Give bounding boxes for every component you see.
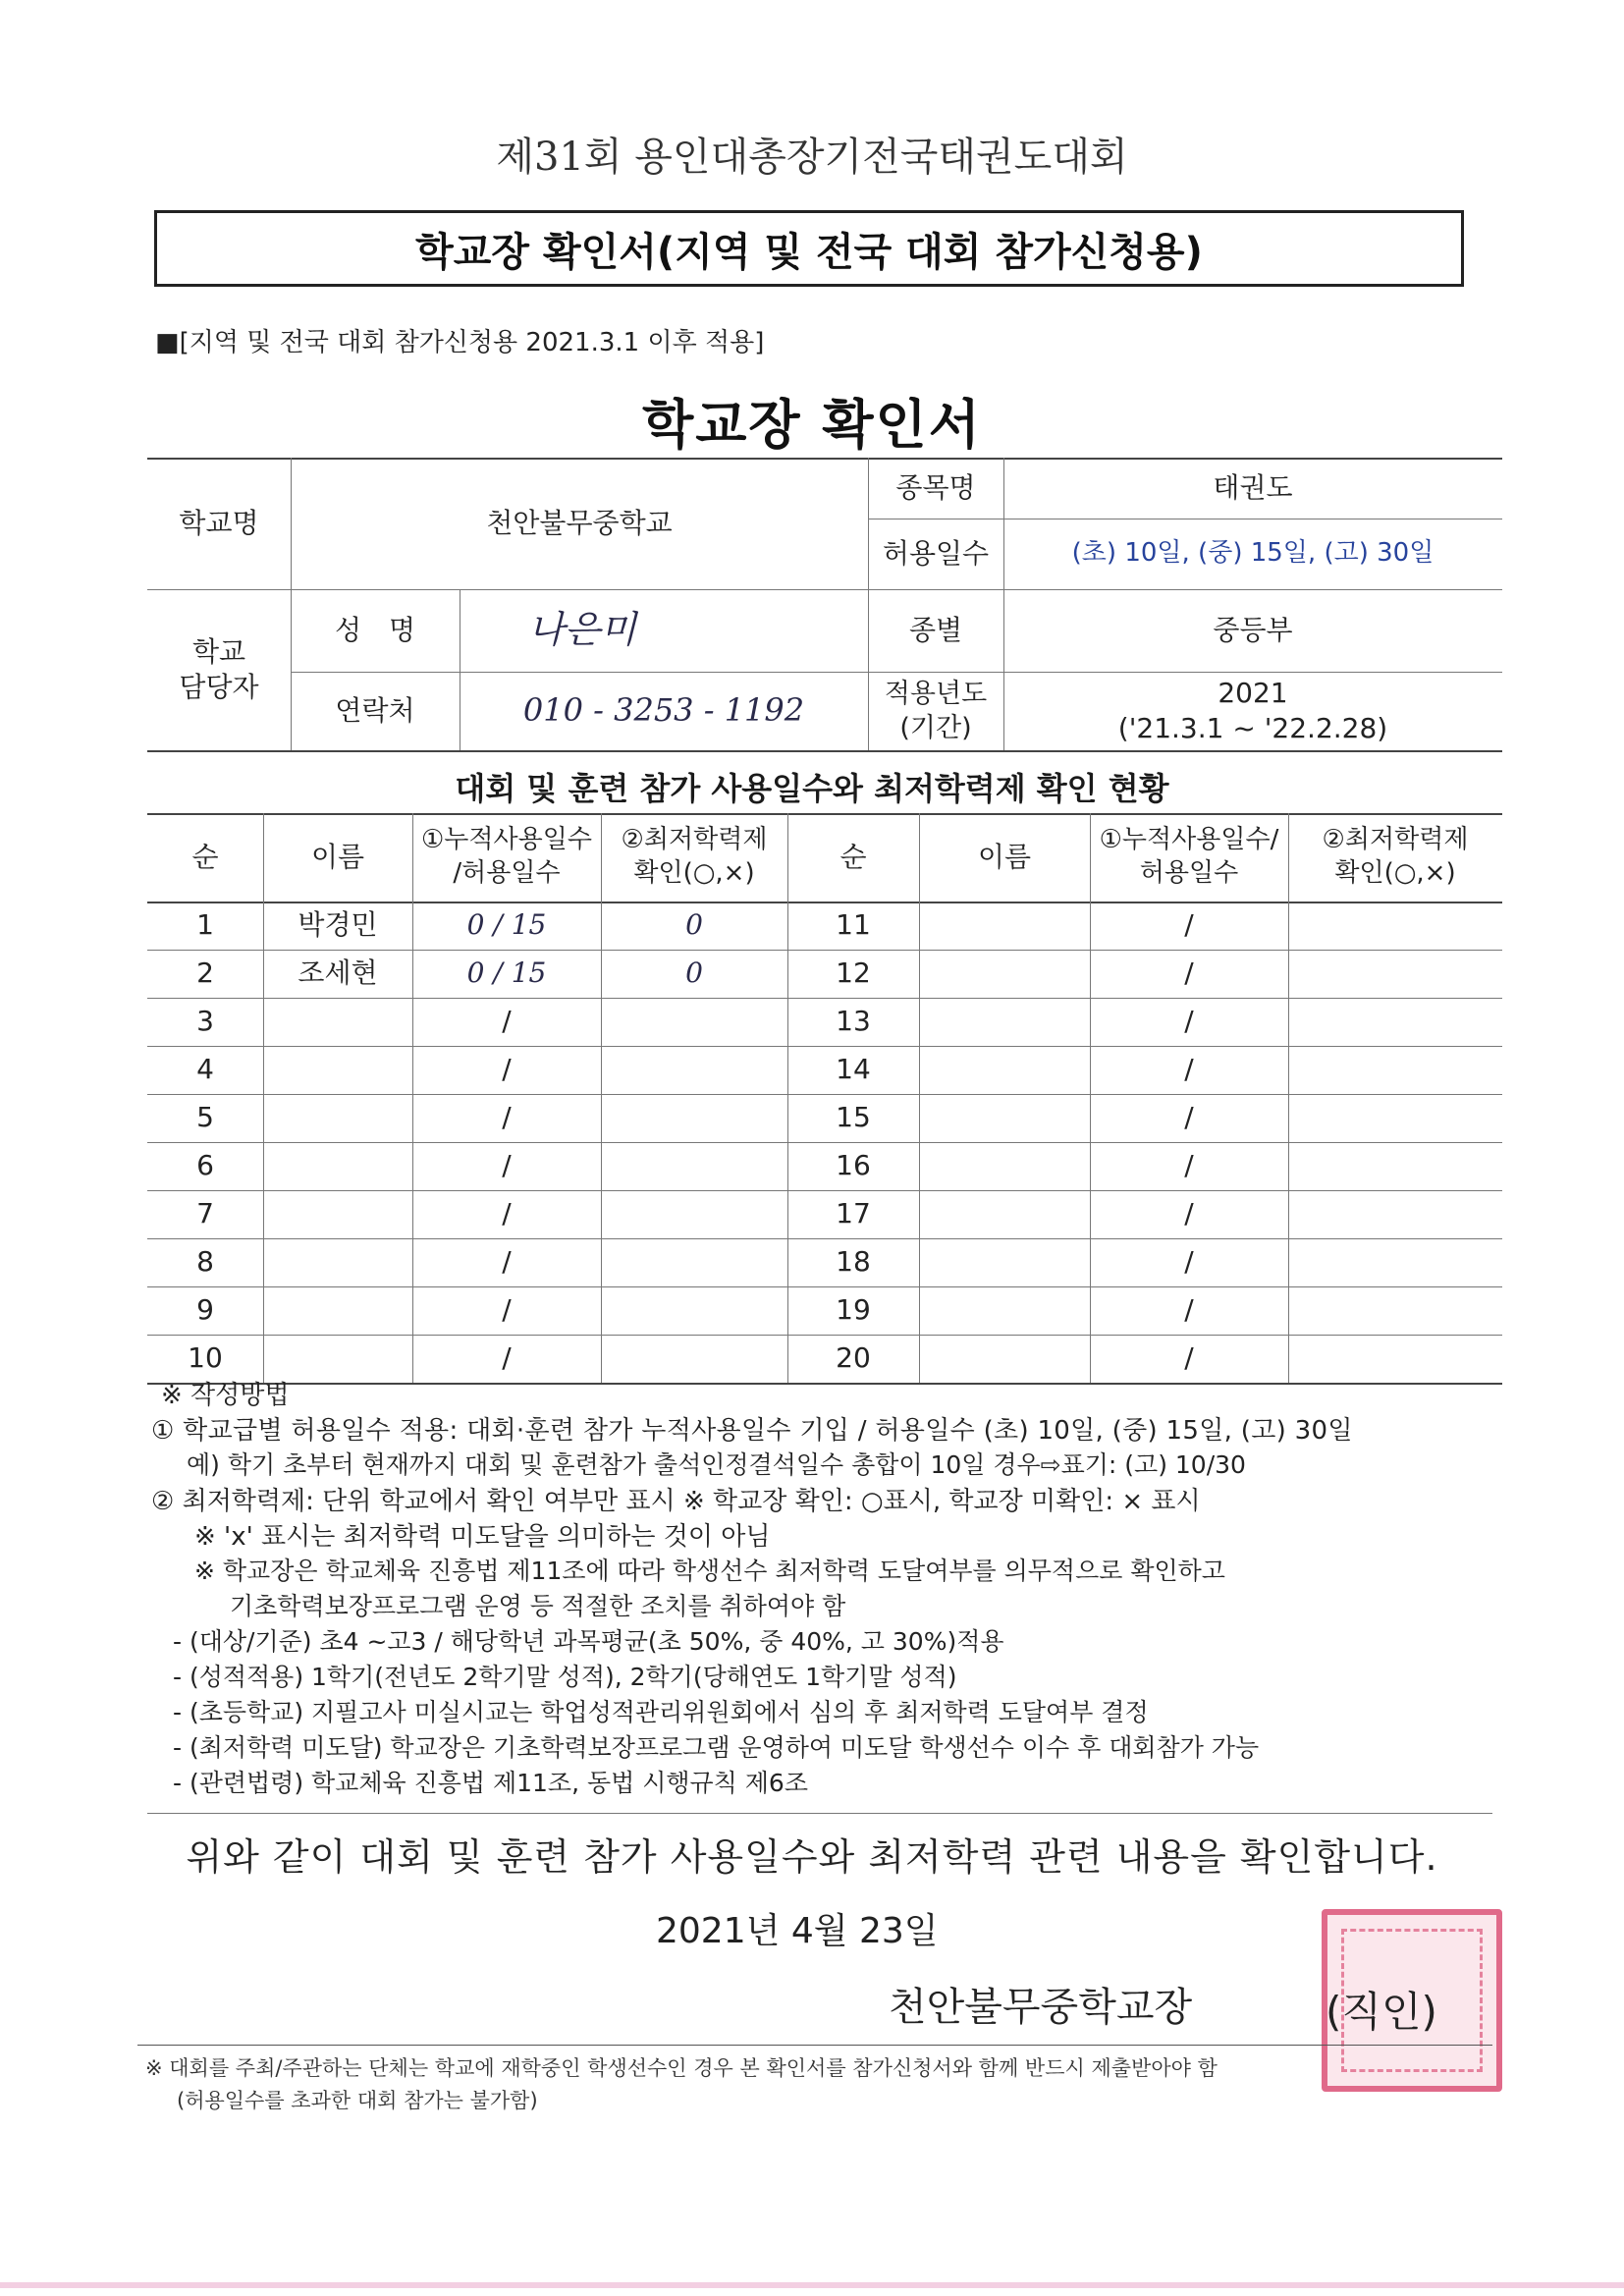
year-label: 적용년도 (기간) — [884, 678, 988, 743]
table-cell-academic — [601, 1190, 787, 1238]
header-no-right: 순 — [839, 840, 867, 873]
header-name-right: 이름 — [977, 840, 1032, 873]
table-cell-days: / — [1184, 1005, 1194, 1038]
note-item: - (초등학교) 지필고사 미실시교는 학업성적관리위원회에서 심의 후 최저학력 도달여부 결정 — [173, 1698, 1149, 1726]
table-cell-name — [263, 1286, 412, 1335]
table-cell-days: / — [1184, 908, 1194, 942]
table-cell-name — [263, 1190, 412, 1238]
school-name-value: 천안불무중학교 — [486, 506, 673, 539]
table-cell-no: 2 — [196, 957, 214, 990]
school-name-label: 학교명 — [179, 506, 259, 539]
table-cell-academic — [1288, 998, 1502, 1046]
table-cell-days: / — [1184, 1149, 1194, 1182]
note-item: - (성적적용) 1학기(전년도 2학기말 성적), 2학기(당해연도 1학기말 성적) — [173, 1663, 957, 1691]
table-cell-days: / — [502, 1197, 512, 1230]
table-cell-no: 12 — [836, 957, 871, 990]
footer-divider — [137, 2045, 1492, 2046]
table-cell-academic: 0 — [685, 957, 703, 990]
table-cell-no: 6 — [196, 1149, 214, 1182]
table-cell-no: 9 — [196, 1293, 214, 1327]
document-title: 학교장 확인서(지역 및 전국 대회 참가신청용) — [154, 210, 1464, 287]
table-cell-academic — [1288, 1286, 1502, 1335]
table-cell-name — [263, 1238, 412, 1286]
table-cell-academic — [1288, 1094, 1502, 1142]
table-cell-name — [263, 1046, 412, 1094]
table-cell-name — [919, 1238, 1090, 1286]
table-cell-academic — [601, 1094, 787, 1142]
manager-label: 학교 담당자 — [179, 634, 259, 703]
note-item: ※ 학교장은 학교체육 진흥법 제11조에 따라 학생선수 최저학력 도달여부를 의무적으로 확인하고 — [194, 1557, 1225, 1585]
division-label: 종별 — [908, 613, 963, 646]
table-cell-academic — [601, 998, 787, 1046]
table-cell-academic — [1288, 1142, 1502, 1190]
table-cell-days: 0 / 15 — [466, 908, 547, 942]
table-cell-no: 13 — [836, 1005, 871, 1038]
event-value: 태권도 — [1213, 470, 1293, 504]
table-cell-days: / — [1184, 1293, 1194, 1327]
table-cell-days: / — [502, 1005, 512, 1038]
table-cell-days: / — [502, 1149, 512, 1182]
table-cell-academic — [601, 1238, 787, 1286]
table-cell-no: 11 — [836, 908, 871, 942]
note-item: - (최저학력 미도달) 학교장은 기초학력보장프로그램 운영하여 미도달 학생선수 이수 후 대회참가 가능 — [173, 1733, 1260, 1762]
division-value: 중등부 — [1213, 613, 1293, 646]
note-heading: ※ 작성방법 — [161, 1381, 290, 1410]
header-academic: ②최저학력제 확인(○,×) — [621, 825, 768, 888]
table-cell-no: 17 — [836, 1197, 871, 1230]
table-cell-no: 3 — [196, 1005, 214, 1038]
event-title: 제31회 용인대총장기전국태권도대회 — [496, 135, 1128, 180]
header-days-right: ①누적사용일수/ 허용일수 — [1099, 825, 1279, 888]
table-cell-name — [263, 1142, 412, 1190]
table-cell-academic — [601, 1046, 787, 1094]
note-item: ① 학교급별 허용일수 적용: 대회·훈련 참가 누적사용일수 기입 / 허용일수 (초) 10일, (중) 15일, (고) 30일 — [151, 1416, 1353, 1446]
table-cell-no: 4 — [196, 1053, 214, 1086]
table-cell-no: 18 — [836, 1245, 871, 1279]
principal-name: 천안불무중학교장 — [889, 1985, 1193, 2030]
table-cell-academic — [1288, 1046, 1502, 1094]
allowed-days-value: (초) 10일, (중) 15일, (고) 30일 — [1071, 538, 1435, 569]
table-cell-days: 0 / 15 — [466, 957, 547, 990]
table-cell-no: 16 — [836, 1149, 871, 1182]
name-label: 성 명 — [334, 613, 416, 646]
table-cell-name: 박경민 — [298, 908, 378, 942]
row-divider — [147, 1383, 1502, 1385]
table-cell-days: / — [502, 1053, 512, 1086]
footer-note — [145, 2052, 1218, 2116]
event-label: 종목명 — [895, 470, 976, 504]
table-cell-no: 19 — [836, 1293, 871, 1327]
table-cell-name — [919, 950, 1090, 998]
table-cell-name — [919, 1094, 1090, 1142]
table-cell-academic — [1288, 950, 1502, 998]
table-cell-academic — [601, 1142, 787, 1190]
header-days: ①누적사용일수 /허용일수 — [420, 825, 592, 888]
contact-label: 연락처 — [335, 693, 415, 727]
table-cell-no: 7 — [196, 1197, 214, 1230]
note-item: ※ 'x' 표시는 최저학력 미도달을 의미하는 것이 아님 — [194, 1522, 771, 1552]
table-cell-name: 조세현 — [298, 957, 378, 990]
table-cell-academic — [601, 1335, 787, 1383]
table-cell-no: 20 — [836, 1341, 871, 1375]
header-no: 순 — [191, 840, 219, 873]
table-cell-days: / — [1184, 1197, 1194, 1230]
manager-name-handwritten: 나은미 — [528, 608, 637, 652]
table-cell-no: 5 — [196, 1101, 214, 1134]
note-item: 예) 학기 초부터 현재까지 대회 및 훈련참가 출석인정결석일수 총합이 10일 경우⇨표기: (고) 10/30 — [187, 1450, 1246, 1479]
table-cell-days: / — [502, 1101, 512, 1134]
allowed-days-label: 허용일수 — [882, 536, 990, 570]
table-cell-days: / — [1184, 1053, 1194, 1086]
table-cell-academic: 0 — [685, 908, 703, 942]
date: 2021년 4월 23일 — [656, 1911, 939, 1951]
table-cell-name — [263, 1094, 412, 1142]
table-cell-academic — [1288, 1190, 1502, 1238]
table-cell-academic — [1288, 902, 1502, 950]
table-cell-days: / — [502, 1293, 512, 1327]
page-edge — [0, 2282, 1624, 2288]
footer-note-line-1: ※ 대회를 주최/주관하는 단체는 학교에 재학중인 학생선수인 경우 본 확인서를 참가신청서와 함께 반드시 제출받아야 함 — [145, 2056, 1218, 2080]
table-cell-academic — [601, 1286, 787, 1335]
table-cell-no: 10 — [188, 1341, 223, 1375]
contact-handwritten: 010 - 3253 - 1192 — [522, 691, 805, 730]
table-cell-no: 8 — [196, 1245, 214, 1279]
note-item: - (관련법령) 학교체육 진흥법 제11조, 동법 시행규칙 제6조 — [173, 1769, 808, 1797]
table-cell-days: / — [1184, 957, 1194, 990]
period-value: ('21.3.1 ~ '22.2.28) — [1117, 712, 1388, 744]
table-cell-no: 14 — [836, 1053, 871, 1086]
note-item: ② 최저학력제: 단위 학교에서 확인 여부만 표시 ※ 학교장 확인: ○표시, 학교장 미확인: × 표시 — [151, 1487, 1201, 1516]
year-value: 2021 — [1218, 676, 1288, 709]
table-cell-name — [919, 998, 1090, 1046]
table-cell-days: / — [1184, 1341, 1194, 1375]
table-cell-days: / — [502, 1245, 512, 1279]
table-cell-days: / — [1184, 1245, 1194, 1279]
seal-label: (직인) — [1326, 1988, 1437, 2036]
header-academic-right: ②최저학력제 확인(○,×) — [1322, 825, 1469, 888]
table-cell-days: / — [502, 1341, 512, 1375]
table-cell-days: / — [1184, 1101, 1194, 1134]
confirmation-statement: 위와 같이 대회 및 훈련 참가 사용일수와 최저학력 관련 내용을 확인합니다. — [186, 1835, 1438, 1879]
note-item: 기초학력보장프로그램 운영 등 적절한 조치를 취하여야 함 — [230, 1592, 846, 1620]
year-cell — [1003, 672, 1502, 750]
table-cell-academic — [1288, 1335, 1502, 1383]
footer-note-line-2: (허용일수를 초과한 대회 참가는 불가함) — [177, 2088, 538, 2112]
header-name: 이름 — [310, 840, 365, 873]
section-title: 대회 및 훈련 참가 사용일수와 최저학력제 확인 현황 — [455, 770, 1169, 807]
table-cell-name — [919, 902, 1090, 950]
table-cell-name — [919, 1142, 1090, 1190]
table-cell-academic — [1288, 1238, 1502, 1286]
applied-note: ■[지역 및 전국 대회 참가신청용 2021.3.1 이후 적용] — [155, 328, 765, 357]
note-item: - (대상/기준) 초4 ~고3 / 해당학년 과목평균(초 50%, 중 40%, 고 30%)적용 — [173, 1627, 1004, 1656]
table-cell-no: 15 — [836, 1101, 871, 1134]
table-cell-name — [263, 998, 412, 1046]
table-cell-name — [919, 1286, 1090, 1335]
table-cell-name — [919, 1335, 1090, 1383]
table-cell-name — [919, 1190, 1090, 1238]
table-cell-name — [919, 1046, 1090, 1094]
table-cell-no: 1 — [196, 908, 214, 942]
main-title: 학교장 확인서 — [642, 394, 982, 456]
